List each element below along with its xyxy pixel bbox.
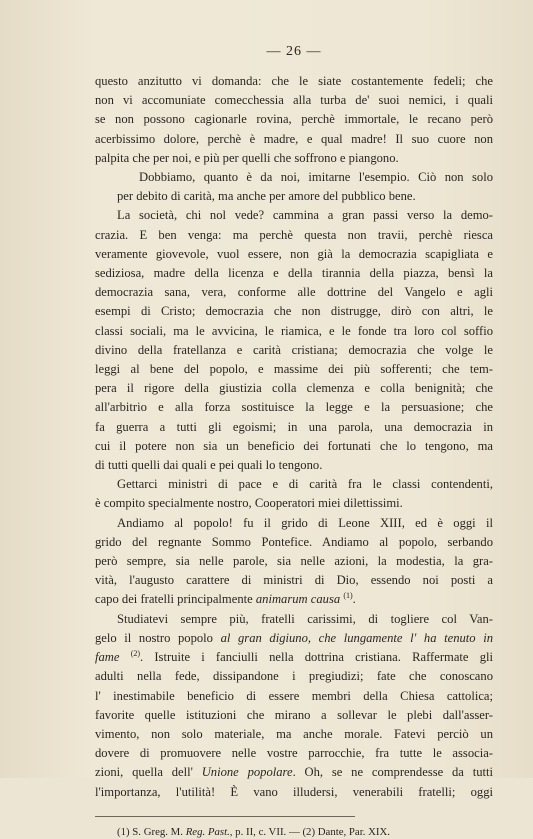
text-line [95,648,493,667]
text-run: . [352,592,356,607]
text-line: non vi accomuniate comecchessia alla turba de' suoi nemici, i quali [95,93,493,108]
body-text [95,72,493,802]
text-line: classi sociali, ma le avvicina, le riamica, e le fonde tra loro col soffio [95,323,493,338]
text-run: . Istruite i fanciulli nella dottrina cristiana. Raffermate gli [140,650,493,665]
text-line [95,763,493,782]
text-line: vità, l'augusto carattere di ministri di Dio, essendo noi posti a [95,573,493,588]
text-run: capo dei fratelli principalmente [95,592,256,607]
text-line: vimento, non solo materiale, ma anche morale. Fatevi perciò un [95,726,493,741]
text-line: Gettarci ministri di pace e di carità fra le classi contendenti, [117,477,493,492]
text-line: questo anzitutto vi domanda: che le siate costantemente fedeli; che [95,74,493,88]
text-line [95,629,493,648]
text-line: Dobbiamo, quanto è da noi, imitarne l'esempio. Ciò non solo [139,170,493,185]
italic-phrase: Reg. Past. [185,825,230,838]
text-line: è compito specialmente nostro, Cooperatori miei dilettissimi. [95,496,403,511]
text-line: democrazia sana, vera, conforme alle dottrine del Vangelo e agli [95,285,493,300]
text-run: zioni, quella dell' [95,765,202,780]
text-run: . Oh, se ne comprendesse da tutti [292,765,493,780]
text-run: , p. II, c. VII. — (2) Dante, Par. XIX. [229,825,390,838]
text-line: di tutti quelli dai quali e pei quali lo tengono. [95,458,323,473]
text-run: (1) S. Greg. M. [117,825,186,838]
text-line: favorite quelle istituzioni che mirano a sollevar le plebi dall'asser- [95,707,493,722]
text-line: dovere di promuovere nelle vostre parrocchie, fra tutte le associa- [95,746,493,761]
italic-phrase: animarum causa [255,592,341,607]
text-line: per debito di carità, ma anche per amore del pubblico bene. [117,189,416,204]
page-number: — 26 — [266,44,322,59]
footnote-ref: (2) [130,648,141,658]
text-line: però sempre, sia nelle parole, sia nelle azioni, la modestia, la gra- [95,554,493,569]
paragraph-3 [95,206,493,475]
footnotes [95,825,493,839]
text-line: l' inestimabile beneficio di essere membri della Chiesa cattolica; [95,688,493,703]
footnote-ref: (1) [343,591,353,601]
text-line: divino della fratellanza e carità cristiana; democrazia che volge le [95,342,493,357]
text-line: se non possono cagionarle rovina, perchè immortale, le recano però [95,112,493,127]
text-line: grido del regnante Sommo Pontefice. Andiamo al popolo, serbando [95,534,493,549]
paragraph-2 [95,168,493,206]
paragraph-6 [95,610,493,802]
text-line [95,590,493,609]
text-line: crazia. E ben venga: ma perchè questa non travii, perchè riesca [95,227,493,242]
text-line: cui il potere non sia un beneficio dei fortunati che lo tengono, ma [95,438,493,453]
text-line: esempi di Cristo; democrazia che non distrugge, dirò con altri, le [95,304,493,319]
text-line: palpita che per noi, e più per quelli che soffrono e piangono. [95,150,399,165]
footnote-divider [95,816,355,817]
text-line: La società, chi nol vede? cammina a gran passi verso la demo- [117,208,493,223]
text-line: fa guerra a tutti gli egoismi; in una parola, una democrazia in [95,419,493,434]
text-line: leggi al bene del popolo, e massime dei più sofferenti; che tem- [95,362,493,377]
italic-phrase: Unione popolare [201,765,293,780]
text-line: l'importanza, l'utilità! È vano illudersi, venerabili fratelli; oggi [95,784,493,799]
text-line: Andiamo al popolo! fu il grido di Leone XIII, ed è oggi il [117,515,493,530]
text-line: veramente giovevole, vuol essere, non già la democrazia scapigliata e [95,246,493,261]
paragraph-4 [95,475,493,513]
italic-phrase: fame [95,650,120,665]
text-line: adulti nella fede, dissipandone i pregiudizi; fate che conoscano [95,669,493,684]
text-line: all'arbitrio e alla forza sostituisce la legge e la persuasione; che [95,400,493,415]
paragraph-5 [95,514,493,610]
text-run: gelo il nostro popolo [95,630,221,645]
text-line: Studiatevi sempre più, fratelli carissimi, di togliere col Van- [117,611,493,626]
text-line: pera il rigore della giustizia colla clemenza e colla benignità; che [95,381,493,396]
italic-phrase: al gran digiuno, che lungamente l' ha tenuto in [220,630,493,645]
paragraph-1 [95,72,493,168]
text-line: sediziosa, madre della licenza e della tirannia della piazza, bensì la [95,266,493,281]
text-line: acerbissimo dolore, perchè è madre, e qual madre! Il suo cuore non [95,131,493,146]
